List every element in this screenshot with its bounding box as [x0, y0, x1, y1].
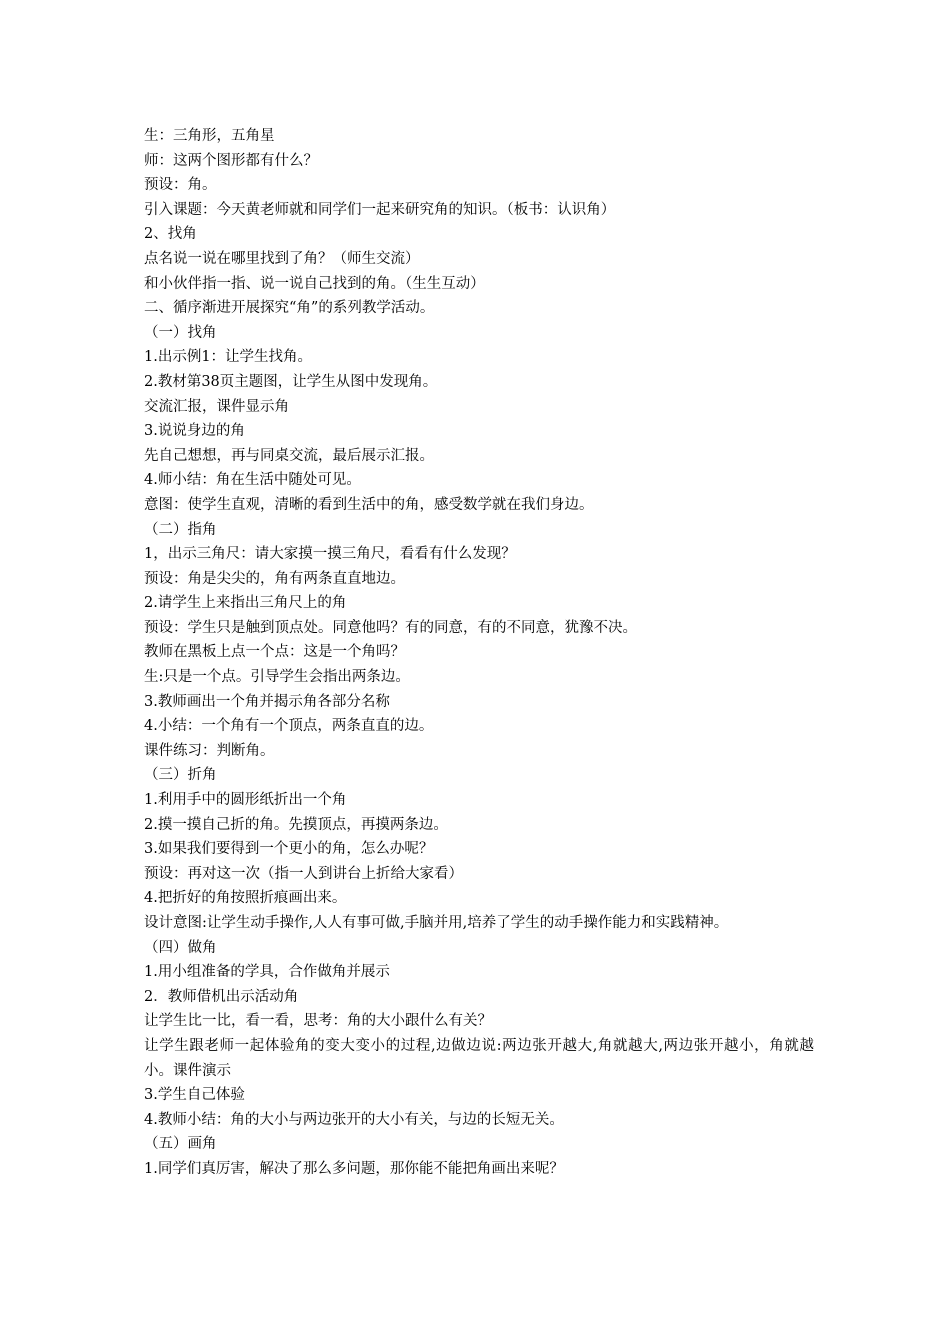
text-line: 1.同学们真厉害，解决了那么多问题，那你能不能把角画出来呢？ — [144, 1160, 564, 1177]
text-line: 预设：角。 — [144, 177, 217, 194]
text-line: 课件练习：判断角。 — [144, 742, 275, 759]
text-line: 点名说一说在哪里找到了角？（师生交流） — [144, 250, 420, 267]
text-line: 预设：学生只是触到顶点处。同意他吗？有的同意，有的不同意，犹豫不决。 — [144, 619, 637, 636]
subsection-heading: （三）折角 — [144, 767, 217, 784]
subsection-heading: （四）做角 — [144, 939, 217, 956]
text-line: 生：三角形，五角星 — [144, 128, 275, 144]
subsection-heading: （二）指角 — [144, 521, 217, 538]
text-line: 教师在黑板上点一个点：这是一个角吗？ — [144, 644, 405, 661]
text-line: 预设：角是尖尖的，角有两条直直地边。 — [144, 570, 405, 587]
text-line: 师：这两个图形都有什么？ — [144, 152, 318, 169]
text-line: 2．教师借机出示活动角 — [144, 988, 299, 1005]
text-paragraph: 让学生跟老师一起体验角的变大变小的过程,边做边说:两边张开越大,角就越大,两边张开越小，角就越小。课件演示 — [144, 1037, 814, 1079]
text-line: 3.说说身边的角 — [144, 423, 245, 440]
text-line: 4.教师小结：角的大小与两边张开的大小有关，与边的长短无关。 — [144, 1111, 564, 1128]
subsection-heading: （一）找角 — [144, 324, 217, 341]
document-body — [144, 124, 814, 1182]
text-line: 3.教师画出一个角并揭示角各部分名称 — [144, 693, 390, 710]
text-line: 先自己想想，再与同桌交流，最后展示汇报。 — [144, 447, 434, 464]
text-line: 1.出示例1：让学生找角。 — [144, 349, 313, 366]
text-line: 4.师小结：角在生活中随处可见。 — [144, 472, 361, 489]
text-line: 2.摸一摸自己折的角。先摸顶点，再摸两条边。 — [144, 816, 448, 833]
text-paragraph: 设计意图:让学生动手操作,人人有事可做,手脑并用,培养了学生的动手操作能力和实践精神。 — [144, 915, 729, 931]
subsection-heading: （五）画角 — [144, 1136, 217, 1153]
text-line: 1，出示三角尺：请大家摸一摸三角尺，看看有什么发现？ — [144, 546, 516, 563]
text-line: 意图：使学生直观，清晰的看到生活中的角，感受数学就在我们身边。 — [144, 496, 594, 513]
text-line: 4.小结：一个角有一个顶点，两条直直的边。 — [144, 718, 434, 735]
text-line: 生:只是一个点。引导学生会指出两条边。 — [144, 669, 410, 686]
text-line: 2.请学生上来指出三角尺上的角 — [144, 595, 347, 612]
text-line: 交流汇报，课件显示角 — [144, 398, 289, 415]
section-heading: 2、找角 — [144, 226, 197, 243]
text-line: 2.教材第38页主题图，让学生从图中发现角。 — [144, 373, 438, 390]
text-line: 让学生比一比，看一看，思考：角的大小跟什么有关？ — [144, 1013, 492, 1030]
text-line: 3.如果我们要得到一个更小的角，怎么办呢？ — [144, 841, 434, 858]
section-heading: 二、循序渐进开展探究“角”的系列教学活动。 — [144, 300, 435, 317]
text-line: 1.利用手中的圆形纸折出一个角 — [144, 792, 347, 809]
text-line: 4.把折好的角按照折痕画出来。 — [144, 890, 347, 907]
text-line: 预设：再对这一次（指一人到讲台上折给大家看） — [144, 865, 463, 882]
text-line: 3.学生自己体验 — [144, 1087, 245, 1104]
text-line: 1.用小组准备的学具，合作做角并展示 — [144, 964, 390, 981]
text-line: 和小伙伴指一指、说一说自己找到的角。（生生互动） — [144, 275, 485, 292]
text-line: 引入课题：今天黄老师就和同学们一起来研究角的知识。（板书：认识角） — [144, 201, 616, 218]
